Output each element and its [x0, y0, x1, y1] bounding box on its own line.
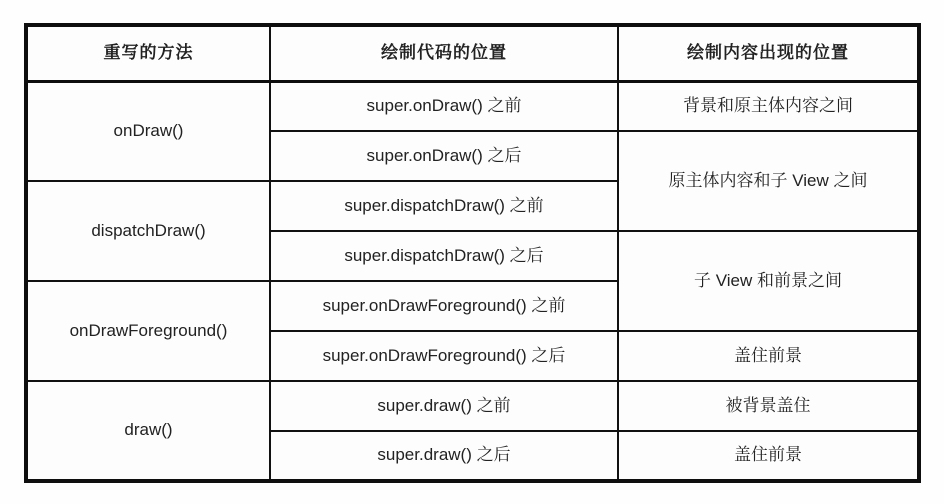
- col-header-content-position: 绘制内容出现的位置: [618, 25, 919, 81]
- content-position-cell: 被背景盖住: [618, 381, 919, 431]
- content-position-cell: 盖住前景: [618, 331, 919, 381]
- method-cell-ondraw: onDraw(): [26, 81, 270, 181]
- col-header-code-position: 绘制代码的位置: [270, 25, 618, 81]
- code-position-cell: super.draw() 之前: [270, 381, 618, 431]
- content-position-cell: 原主体内容和子 View 之间: [618, 131, 919, 231]
- col-header-overridden-method: 重写的方法: [26, 25, 270, 81]
- draw-methods-table-container: [24, 23, 921, 483]
- table-row: [26, 381, 919, 431]
- content-position-cell: 子 View 和前景之间: [618, 231, 919, 331]
- code-position-cell: super.dispatchDraw() 之前: [270, 181, 618, 231]
- method-cell-dispatchdraw: dispatchDraw(): [26, 181, 270, 281]
- method-cell-draw: draw(): [26, 381, 270, 481]
- code-position-cell: super.onDraw() 之后: [270, 131, 618, 181]
- table-row: [26, 81, 919, 131]
- content-position-cell: 盖住前景: [618, 431, 919, 481]
- code-position-cell: super.onDraw() 之前: [270, 81, 618, 131]
- header-row: [26, 25, 919, 81]
- content-position-cell: 背景和原主体内容之间: [618, 81, 919, 131]
- code-position-cell: super.onDrawForeground() 之前: [270, 281, 618, 331]
- code-position-cell: super.onDrawForeground() 之后: [270, 331, 618, 381]
- view-draw-methods-table: [24, 23, 921, 483]
- method-cell-ondrawforeground: onDrawForeground(): [26, 281, 270, 381]
- code-position-cell: super.draw() 之后: [270, 431, 618, 481]
- code-position-cell: super.dispatchDraw() 之后: [270, 231, 618, 281]
